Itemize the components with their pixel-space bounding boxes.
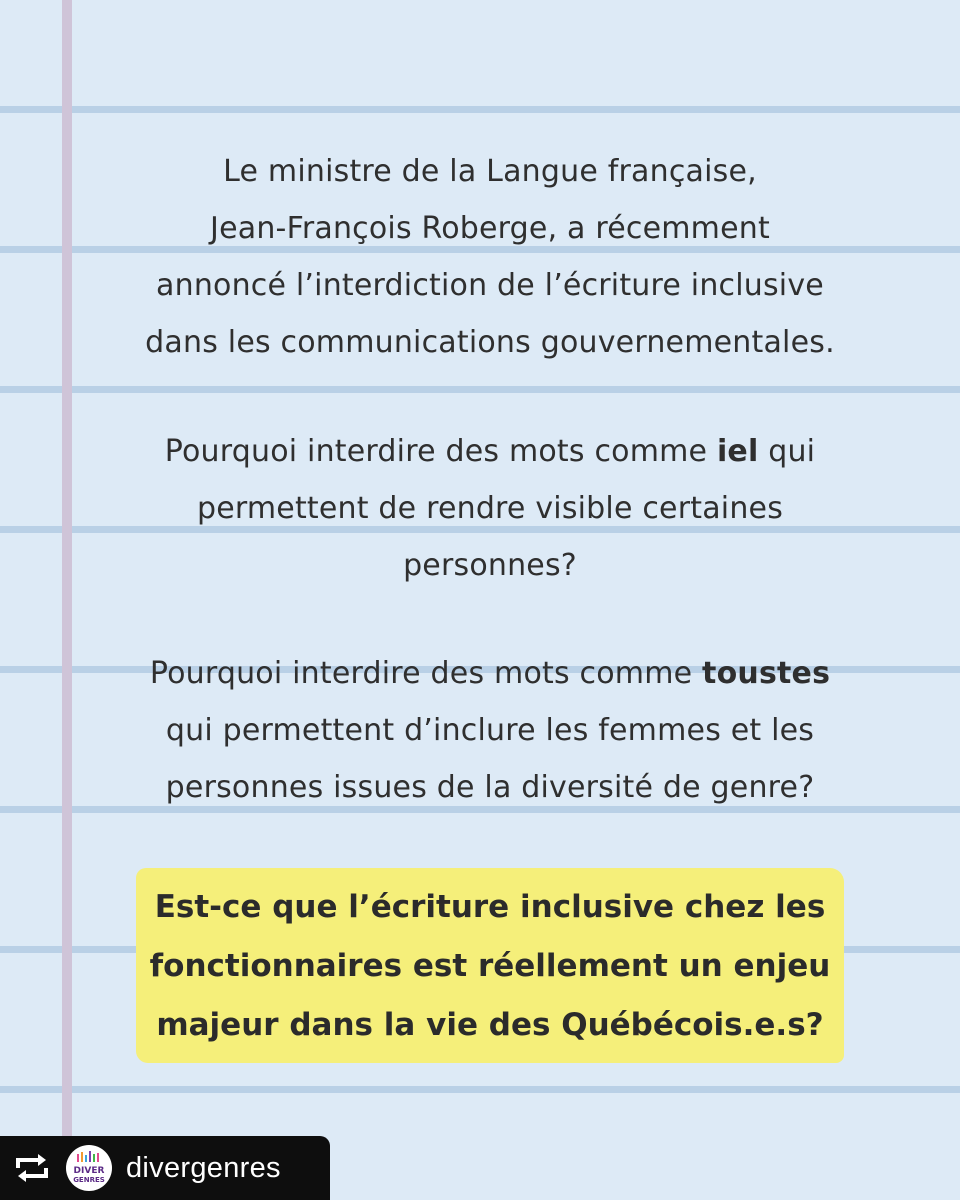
notebook-margin-line [62,0,72,1200]
text-line: Est-ce que l’écriture inclusive chez les [154,889,826,925]
text-line: annoncé l’interdiction de l’écriture inclusive [156,268,824,303]
divergenres-logo-avatar[interactable] [66,1145,112,1191]
highlighted-question-wrapper [80,868,900,1063]
bold-word-toustes: toustes [702,656,831,691]
text-line: personnes issues de la diversité de genre? [165,770,815,805]
text-line: majeur dans la vie des Québécois.e.s? [156,1007,824,1043]
repost-attribution-bar[interactable] [0,1136,330,1200]
text-line: Le ministre de la Langue française, [223,154,757,189]
text-line: Pourquoi interdire des mots comme iel qui [164,434,816,469]
highlighted-question [136,868,845,1063]
paragraph-question-toustes [80,645,900,816]
text-line: dans les communications gouvernementales. [145,325,835,360]
text-line: fonctionnaires est réellement un enjeu [149,948,831,984]
text-line: Jean-François Roberge, a récemment [210,211,770,246]
text-line: permettent de rendre visible certaines [196,491,784,526]
text-line: qui permettent d’inclure les femmes et les [165,713,815,748]
paragraph-minister-announcement [80,143,900,371]
bold-word-iel: iel [716,434,759,469]
text-line: Pourquoi interdire des mots comme toustes [149,656,831,691]
paragraph-question-iel [80,423,900,594]
repost-username[interactable]: divergenres [126,1151,281,1184]
text-line: personnes? [403,548,577,583]
repost-icon [12,1148,52,1188]
logo-wordmark: DIVER GENRES [73,1165,105,1184]
